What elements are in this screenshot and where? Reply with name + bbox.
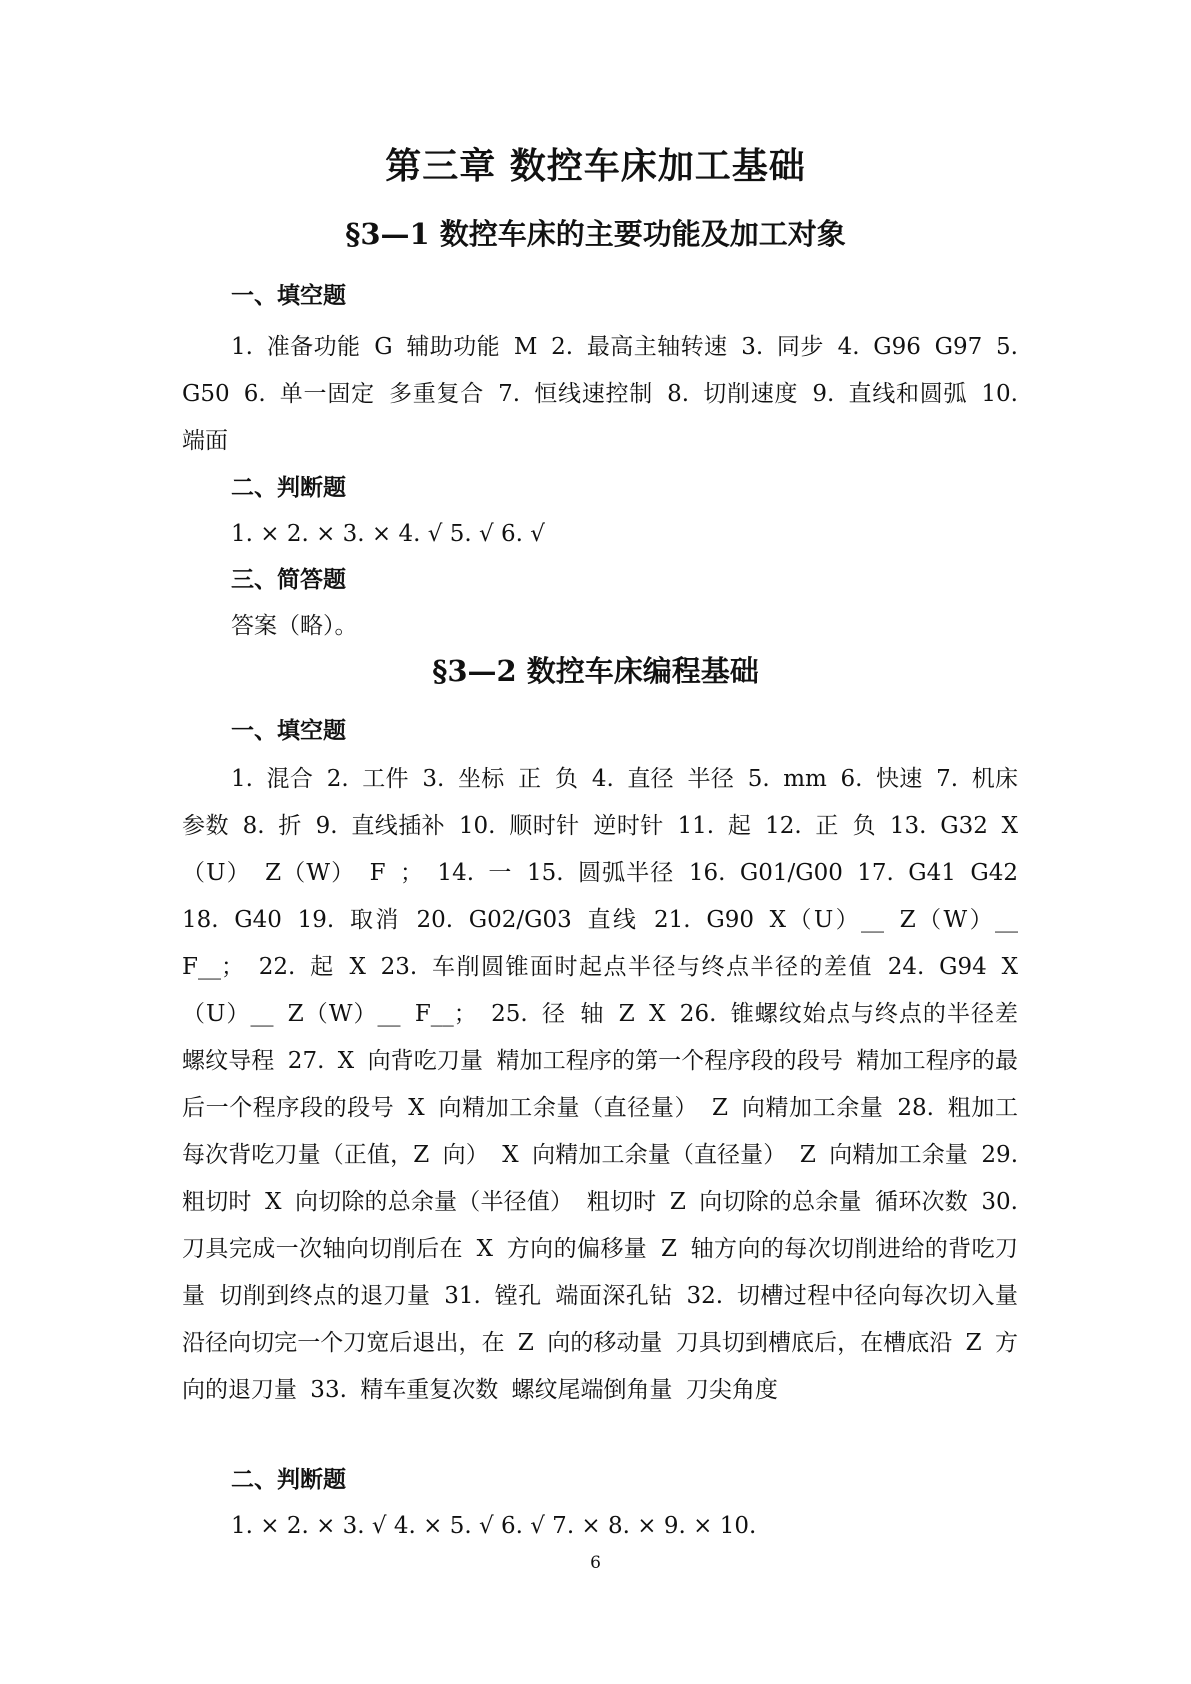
fill-in-answers-3-2: 1. 混合 2. 工件 3. 坐标 正 负 4. 直径 半径 5. mm 6. 快速 7. 机床参数 8. 折 9. 直线插补 10. 顺时针 逆时针 11. 起 12. 正 负 13. G32 X（U） Z（W） F ； 14. 一 15. 圆弧半径 16. G01/G00 17. G41 G42 18. G40 19. 取消 20. G02/G03 直线 21. G90 X（U）__ Z（W）__ F__； 22. 起 X 23. 车削圆锥面时起点半径与终点半径的差值 24. G94 X（U）__ Z（W）__ F__； 25. 径 轴 Z X 26. 锥螺纹始点与终点的半径差 螺纹导程 27. X 向背吃刀量 精加工程序的第一个程序段的段号 精加工程序的最后一个程序段的段号 X 向精加工余量（直径量） Z 向精加工余量 28. 粗加工每次背吃刀量（正值，Z 向） X 向精加工余量（直径量） Z 向精加工余量 29. 粗切时 X 向切除的总余量（半径值） 粗切时 Z 向切除的总余量 循环次数 30. 刀具完成一次轴向切削后在 X 方向的偏移量 Z 轴方向的每次切削进给的背吃刀量 切削到终点的退刀量 31. 镗孔 端面深孔钻 32. 切槽过程中径向每次切入量 沿径向切完一个刀宽后退出，在 Z 向的移动量 刀具切到槽底后，在槽底沿 Z 方向的退刀量 33. 精车重复次数 螺纹尾端倒角量 刀尖角度 (182, 766, 1018, 1403)
true-false-heading-3-1: 二、判断题 (231, 474, 346, 501)
true-false-answers-3-2: 1. × 2. × 3. √ 4. × 5. √ 6. √ 7. × 8. × 9. × 10. (231, 1513, 757, 1539)
chapter-title: 第三章 数控车床加工基础 (385, 145, 806, 187)
true-false-heading-3-2: 二、判断题 (231, 1466, 346, 1493)
true-false-answers-3-1: 1. × 2. × 3. × 4. √ 5. √ 6. √ (231, 521, 545, 547)
section-title-3-2: §3—2 数控车床编程基础 (432, 654, 759, 688)
fill-in-heading-3-2: 一、填空题 (231, 717, 346, 744)
fill-in-answers-3-1: 1. 准备功能 G 辅助功能 M 2. 最高主轴转速 3. 同步 4. G96 G97 5. G50 6. 单一固定 多重复合 7. 恒线速控制 8. 切削速度 9. 直线和圆弧 10. 端面 (182, 334, 1018, 454)
page-number: 6 (590, 1553, 601, 1573)
fill-in-heading-3-1: 一、填空题 (231, 282, 346, 309)
section-title-3-1: §3—1 数控车床的主要功能及加工对象 (345, 217, 846, 251)
short-answer-text-3-1: 答案（略）。 (231, 613, 358, 639)
short-answer-heading-3-1: 三、简答题 (231, 566, 346, 593)
